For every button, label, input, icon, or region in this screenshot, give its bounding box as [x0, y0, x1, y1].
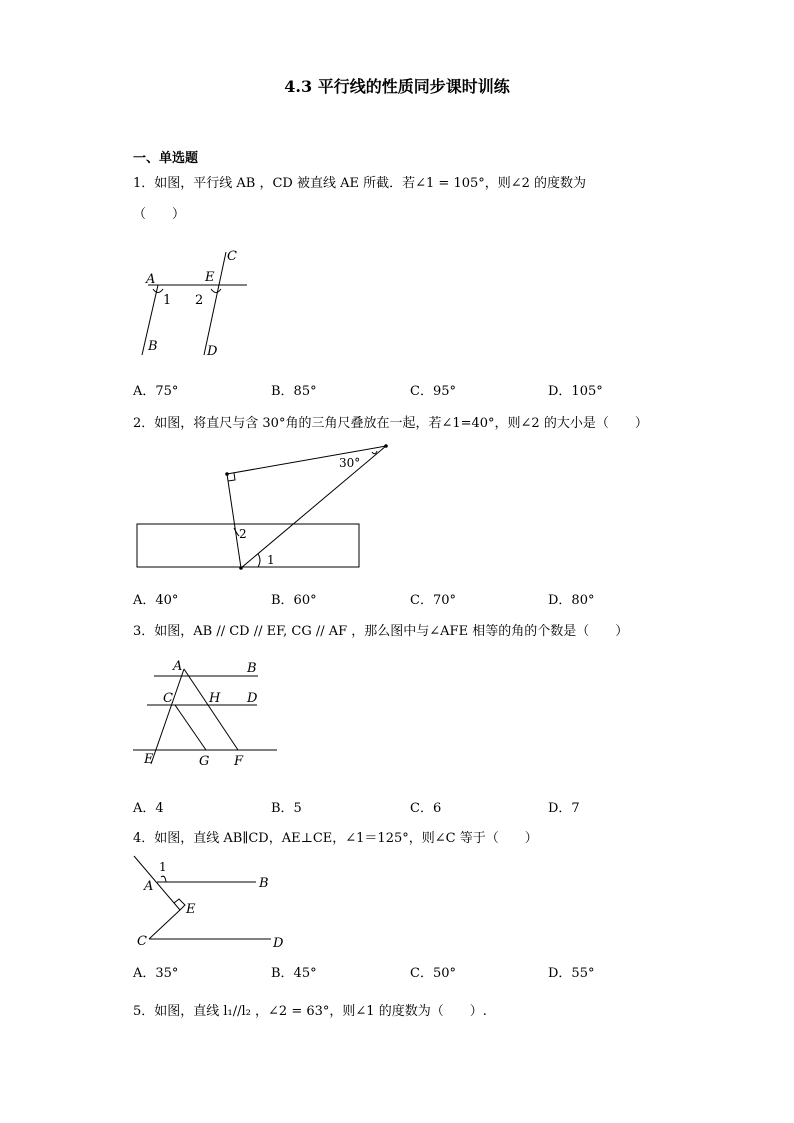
question-1-blank: （ ） — [133, 207, 186, 222]
question-2-figure — [130, 440, 410, 580]
question-3-text: 3．如图，AB // CD // EF, CG // AF ，那么图中与∠AFE 相等的角的个数是（ ） — [133, 624, 629, 639]
point-h-label: H — [209, 691, 221, 706]
page-title: 4.3 平行线的性质同步课时训练 — [284, 77, 510, 96]
question-4-option-d: D．55° — [548, 966, 595, 981]
angle-2-label: 2 — [195, 293, 204, 308]
question-4-figure — [130, 850, 300, 955]
point-b-label: B — [259, 876, 269, 891]
question-5-text: 5．如图，直线 l₁//l₂ ，∠2 = 63°，则∠1 的度数为（ ）. — [133, 1004, 487, 1019]
point-b-label: B — [148, 339, 158, 354]
question-3-option-a: A．4 — [133, 801, 164, 816]
question-1-option-b: B．85° — [271, 384, 317, 399]
ruler — [137, 524, 359, 567]
question-2-option-c: C．70° — [410, 593, 456, 608]
angle-1-arc — [161, 876, 166, 882]
question-3-option-d: D．7 — [548, 801, 580, 816]
question-2-option-a: A．40° — [133, 593, 179, 608]
point-d-label: D — [207, 344, 218, 359]
section-heading: 一、单选题 — [133, 151, 199, 166]
question-2-text: 2．如图，将直尺与含 30°角的三角尺叠放在一起，若∠1=40°，则∠2 的大小是（ ） — [133, 416, 648, 431]
vertex-dot — [384, 444, 388, 448]
angle-1-arc — [153, 289, 163, 293]
line-ec — [149, 910, 180, 939]
question-1-figure — [130, 240, 260, 365]
point-d-label: D — [247, 691, 258, 706]
point-d-label: D — [273, 936, 284, 951]
angle-30-arc — [372, 451, 377, 454]
line-cg — [175, 705, 206, 750]
angle-2-arc — [211, 289, 221, 293]
point-a-label: A — [144, 879, 154, 894]
point-f-label: F — [234, 754, 244, 769]
angle-1-label: 1 — [159, 860, 167, 874]
angle-1-label: 1 — [267, 553, 275, 567]
line-af — [184, 669, 238, 750]
question-4-option-b: B．45° — [271, 966, 317, 981]
question-4-option-a: A．35° — [133, 966, 179, 981]
line-ae — [134, 856, 180, 910]
vertex-dot — [225, 472, 229, 476]
question-3-option-c: C．6 — [410, 801, 442, 816]
point-e-label: E — [205, 270, 215, 285]
question-3-option-b: B．5 — [271, 801, 302, 816]
question-1-option-a: A．75° — [133, 384, 179, 399]
question-2-option-d: D．80° — [548, 593, 595, 608]
point-a-label: A — [173, 659, 183, 674]
point-c-label: C — [227, 249, 237, 264]
angle-1-label: 1 — [163, 293, 172, 308]
point-g-label: G — [199, 754, 210, 769]
angle-1-arc — [258, 554, 260, 567]
question-4-option-c: C．50° — [410, 966, 456, 981]
point-c-label: C — [137, 934, 147, 949]
point-e-label: E — [186, 902, 196, 917]
point-b-label: B — [247, 661, 257, 676]
point-e-label: E — [144, 752, 154, 767]
question-3-figure — [130, 655, 280, 775]
question-1-text: 1．如图，平行线 AB ，CD 被直线 AE 所截．若∠1 = 105°，则∠2 的度数为 — [133, 176, 587, 191]
vertex-dot — [239, 566, 243, 570]
angle-30-label: 30° — [339, 456, 361, 470]
angle-2-label: 2 — [239, 527, 247, 541]
question-1-option-d: D．105° — [548, 384, 603, 399]
triangle — [227, 446, 386, 568]
point-a-label: A — [146, 272, 156, 287]
right-angle-mark — [228, 473, 235, 481]
line-cd — [204, 252, 226, 355]
question-1-option-c: C．95° — [410, 384, 456, 399]
question-4-text: 4．如图，直线 AB∥CD，AE⊥CE，∠1＝125°，则∠C 等于（ ） — [133, 831, 538, 846]
question-2-option-b: B．60° — [271, 593, 317, 608]
point-c-label: C — [163, 691, 173, 706]
